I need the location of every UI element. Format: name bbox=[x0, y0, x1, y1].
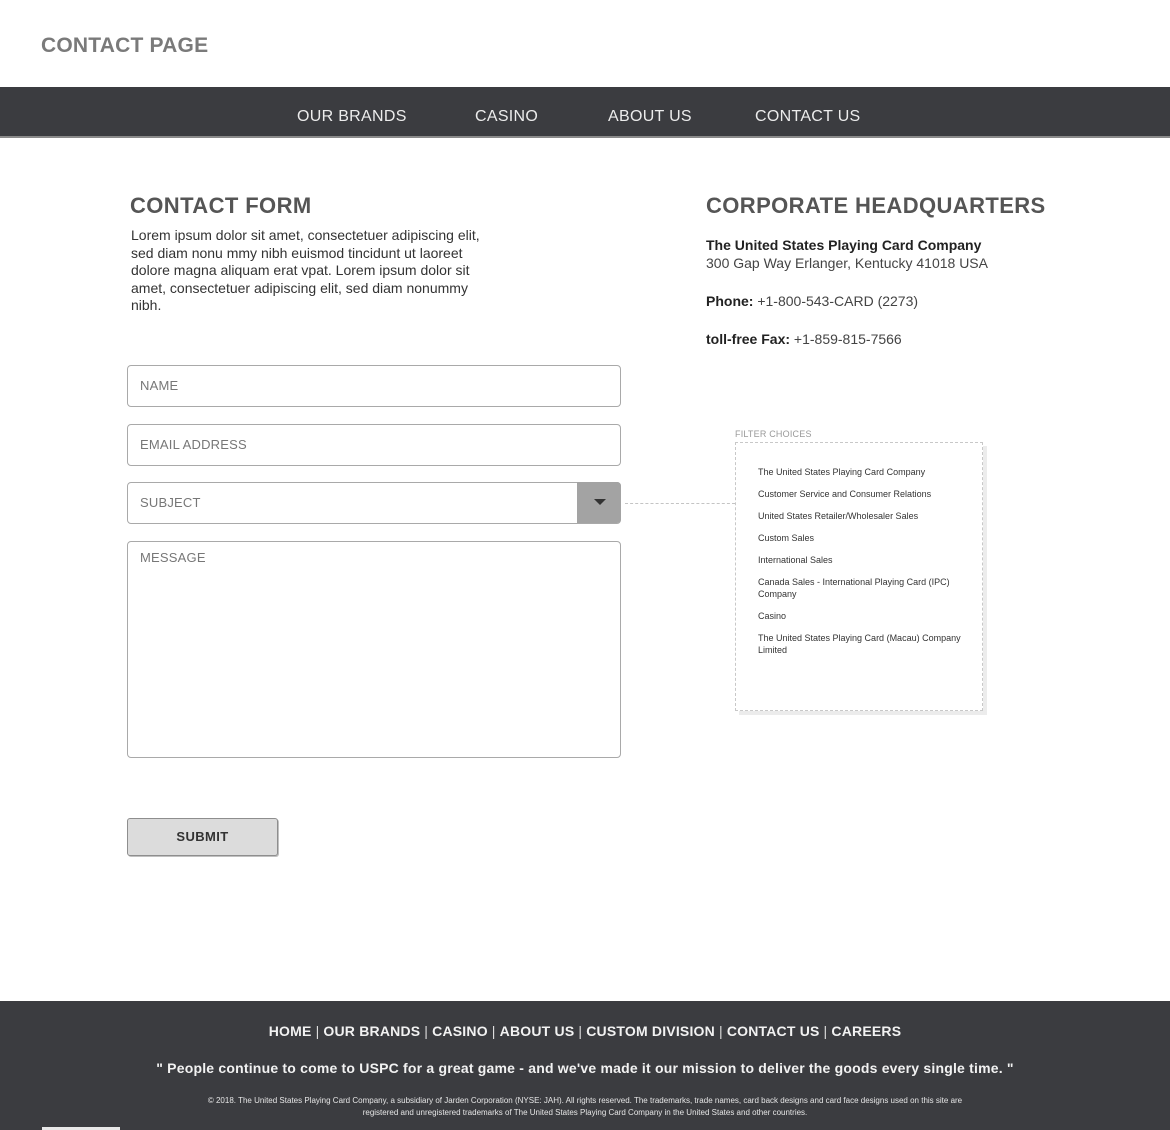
contact-form-intro: Lorem ipsum dolor sit amet, consectetuer adipiscing elit, sed diam nonu mmy nibh euismod tincidunt ut laoreet dolore magna aliquam erat vpat. Lorem ipsum dolor sit amet, consectetuer adipiscing elit, sed diam nonummy nibh. bbox=[131, 227, 480, 313]
hq-fax-number: +1-859-815-7566 bbox=[793, 331, 902, 347]
hq-address: 300 Gap Way Erlanger, Kentucky 41018 USA bbox=[706, 255, 988, 271]
footer-link-home[interactable]: HOME bbox=[268, 1023, 312, 1039]
footer-separator: | bbox=[823, 1023, 828, 1039]
main-navbar bbox=[0, 87, 1170, 138]
footer-link-contact-us[interactable]: CONTACT US bbox=[726, 1023, 820, 1039]
footer-link-about-us[interactable]: ABOUT US bbox=[499, 1023, 575, 1039]
footer-link-custom-division[interactable]: CUSTOM DIVISION bbox=[586, 1023, 715, 1039]
subject-placeholder: SUBJECT bbox=[140, 495, 201, 510]
footer-separator: | bbox=[718, 1023, 723, 1039]
filter-option[interactable]: Canada Sales - International Playing Card (IPC) Company bbox=[758, 577, 950, 599]
submit-button[interactable]: SUBMIT bbox=[127, 818, 278, 856]
filter-option[interactable]: Casino bbox=[758, 611, 787, 621]
headquarters-title: CORPORATE HEADQUARTERS bbox=[706, 193, 1046, 218]
hq-fax-label: toll-free Fax: bbox=[706, 331, 791, 347]
footer bbox=[0, 1001, 1170, 1130]
name-field[interactable] bbox=[127, 365, 621, 407]
subject-select[interactable] bbox=[127, 482, 621, 524]
subject-dropdown-button[interactable] bbox=[577, 482, 621, 523]
hq-fax bbox=[706, 331, 902, 347]
email-placeholder: EMAIL ADDRESS bbox=[140, 437, 247, 452]
caret-down-icon bbox=[594, 499, 606, 505]
name-placeholder: NAME bbox=[140, 378, 179, 393]
contact-form-title: CONTACT FORM bbox=[130, 193, 312, 218]
nav-item-casino[interactable]: CASINO bbox=[475, 108, 539, 125]
email-field[interactable] bbox=[127, 424, 621, 466]
footer-separator: | bbox=[315, 1023, 320, 1039]
footer-link-casino[interactable]: CASINO bbox=[432, 1023, 488, 1039]
footer-link-our-brands[interactable]: OUR BRANDS bbox=[323, 1023, 421, 1039]
filter-choices-label: FILTER CHOICES bbox=[735, 429, 812, 439]
hq-company-name: The United States Playing Card Company bbox=[706, 237, 982, 253]
dropdown-connector-line bbox=[625, 503, 735, 504]
filter-option[interactable]: The United States Playing Card (Macau) Company Limited bbox=[758, 633, 961, 655]
page-title: CONTACT PAGE bbox=[41, 34, 209, 57]
filter-option[interactable]: Custom Sales bbox=[758, 533, 815, 543]
footer-nav bbox=[0, 1023, 1170, 1039]
footer-quote: " People continue to come to USPC for a great game - and we've made it our mission to deliver the goods every single time. " bbox=[156, 1060, 1014, 1076]
footer-separator: | bbox=[491, 1023, 496, 1039]
nav-item-contact-us[interactable]: CONTACT US bbox=[755, 108, 861, 125]
footer-legal-text: © 2018. The United States Playing Card Company, a subsidiary of Jarden Corporation (NYSE: JAH). All rights reserved. The trademarks, trade names, card back designs and card face designs used on this site are registered and unregistered trademarks of The United States Playing Card Company in the United States and other countries. bbox=[207, 1096, 963, 1117]
nav-item-about-us[interactable]: ABOUT US bbox=[608, 108, 692, 125]
footer-link-careers[interactable]: CAREERS bbox=[831, 1023, 902, 1039]
filter-option[interactable]: The United States Playing Card Company bbox=[758, 467, 926, 477]
hq-phone-number: +1-800-543-CARD (2273) bbox=[757, 293, 919, 309]
message-field[interactable] bbox=[127, 541, 621, 758]
message-placeholder: MESSAGE bbox=[140, 550, 206, 565]
filter-choices-list bbox=[735, 442, 983, 711]
filter-option[interactable]: International Sales bbox=[758, 555, 833, 565]
hq-phone bbox=[706, 293, 918, 309]
nav-item-our-brands[interactable]: OUR BRANDS bbox=[297, 108, 407, 125]
footer-separator: | bbox=[424, 1023, 429, 1039]
filter-option[interactable]: United States Retailer/Wholesaler Sales bbox=[758, 511, 919, 521]
footer-separator: | bbox=[578, 1023, 583, 1039]
hq-phone-label: Phone: bbox=[706, 293, 754, 309]
filter-option[interactable]: Customer Service and Consumer Relations bbox=[758, 489, 932, 499]
